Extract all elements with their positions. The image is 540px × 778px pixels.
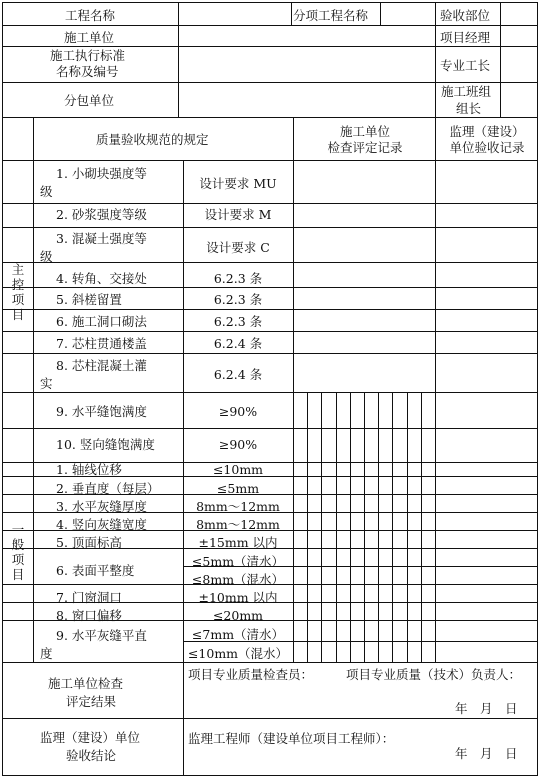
main-item-4-requirement: 6.2.3 条 [213,271,263,286]
main-item-10-label: 10. 竖向缝饱满度 [56,437,155,452]
supervising-engineer-signature-field[interactable]: 监理工程师（建设单位项目工程师）： [188,731,395,746]
main-item-10-requirement: ≥90% [218,437,258,452]
main-item-6-requirement: 6.2.3 条 [213,314,263,329]
grid-rule [500,2,501,118]
main-item-9-label: 9. 水平缝饱满度 [56,404,147,419]
acceptance-part-label: 验收部位 [440,8,491,23]
general-item-3-requirement: 8mm～12mm [196,499,280,514]
grid-rule [350,392,351,663]
main-item-2-label: 2. 砂浆强度等级 [56,207,147,222]
general-item-9-label-cont: 度 [40,646,53,661]
general-item-7-label: 7. 门窗洞口 [56,590,122,605]
standard-label-line1: 施工执行标准 [50,48,126,63]
general-section-label: 一般项目 [11,522,25,582]
general-item-8-requirement: ≤20mm [212,608,264,623]
grid-rule [293,117,294,663]
general-item-6-label: 6. 表面平整度 [56,563,135,578]
grid-rule [33,117,34,663]
grid-rule [2,203,538,204]
general-item-7-requirement: ±10mm 以内 [198,590,278,605]
grid-rule [435,2,436,118]
grid-rule [2,160,538,161]
quality-inspector-signature-field[interactable]: 项目专业质量检查员： [188,667,314,682]
grid-rule [2,46,538,47]
check-column-header-line2: 检查评定记录 [327,140,403,155]
general-item-9-requirement-a: ≤7mm（清水） [191,627,285,642]
general-item-5-label: 5. 顶面标高 [56,535,122,550]
supervision-column-header-line2: 单位验收记录 [449,140,525,155]
grid-rule [392,392,393,663]
main-item-7-requirement: 6.2.4 条 [213,336,263,351]
grid-rule [2,227,538,228]
grid-rule [407,392,408,663]
grid-rule [2,331,538,332]
grid-rule [537,2,538,776]
grid-rule [178,2,179,118]
grid-rule [2,353,538,354]
grid-rule [2,262,538,263]
standard-label-line2: 名称及编号 [56,64,119,79]
main-item-5-requirement: 6.2.3 条 [213,292,263,307]
team-leader-label-line2: 组长 [456,101,482,116]
supervision-conclusion-label-line1: 监理（建设）单位 [40,730,141,745]
main-item-8-label-cont: 实 [40,376,53,391]
project-manager-label: 项目经理 [440,30,491,45]
main-item-2-requirement: 设计要求 M [204,207,272,222]
grid-rule [2,718,538,719]
quality-tech-lead-signature-field[interactable]: 项目专业质量（技术）负责人： [346,667,522,682]
main-item-1-label-cont: 级 [40,184,53,199]
grid-rule [380,2,381,26]
general-item-6-requirement-b: ≤8mm（混水） [191,572,285,587]
construction-date-field[interactable]: 年 月 日 [455,701,518,716]
main-item-3-requirement: 设计要求 C [206,240,270,255]
supervision-conclusion-label-line2: 验收结论 [66,748,117,763]
construction-unit-label: 施工单位 [64,30,115,45]
grid-rule [307,392,308,663]
general-item-4-requirement: 8mm～12mm [196,517,280,532]
grid-rule [2,82,538,83]
main-item-1-label: 1. 小砌块强度等 [56,166,147,181]
main-item-3-label-cont: 级 [40,249,53,264]
main-item-5-label: 5. 斜槎留置 [56,292,122,307]
general-item-4-label: 4. 竖向灰缝宽度 [56,517,147,532]
grid-rule [364,392,365,663]
main-item-7-label: 7. 芯柱贯通楼盖 [56,336,147,351]
grid-rule [2,428,538,429]
grid-rule [2,2,3,776]
main-control-section-label: 主控项目 [11,262,25,322]
general-item-9-requirement-b: ≤10mm（混水） [187,646,289,661]
grid-rule [183,662,184,776]
general-item-6-requirement-a: ≤5mm（清水） [191,554,285,569]
supervision-date-field[interactable]: 年 月 日 [455,746,518,761]
grid-rule [2,117,538,118]
general-item-1-requirement: ≤10mm [212,462,264,477]
grid-rule [321,392,322,663]
general-item-8-label: 8. 窗口偏移 [56,608,122,623]
main-item-4-label: 4. 转角、交接处 [56,271,147,286]
grid-rule [2,287,538,288]
grid-rule [2,392,538,393]
construction-check-label-line2: 评定结果 [66,694,117,709]
grid-rule [421,392,422,663]
grid-rule [2,2,538,3]
general-item-1-label: 1. 轴线位移 [56,462,122,477]
main-item-3-label: 3. 混凝土强度等 [56,231,147,246]
general-item-2-label: 2. 垂直度（每层） [56,481,160,496]
grid-rule [378,392,379,663]
main-item-9-requirement: ≥90% [218,404,258,419]
construction-check-label-line1: 施工单位检查 [48,676,124,691]
grid-rule [2,775,538,776]
grid-rule [435,117,436,663]
grid-rule [336,392,337,663]
general-item-9-label: 9. 水平灰缝平直 [56,628,147,643]
general-item-3-label: 3. 水平灰缝厚度 [56,499,147,514]
general-item-2-requirement: ≤5mm [216,481,260,496]
main-item-8-requirement: 6.2.4 条 [213,367,263,382]
check-column-header-line1: 施工单位 [339,124,390,139]
spec-column-header: 质量验收规范的规定 [96,132,209,147]
main-item-6-label: 6. 施工洞口砌法 [56,314,147,329]
general-item-5-requirement: ±15mm 以内 [198,535,278,550]
grid-rule [2,309,538,310]
foreman-label: 专业工长 [440,58,491,73]
supervision-column-header-line1: 监理（建设） [449,124,525,139]
grid-rule [2,662,538,663]
team-leader-label-line1: 施工班组 [441,84,492,99]
project-name-label: 工程名称 [65,8,116,23]
subcontractor-label: 分包单位 [64,93,115,108]
main-item-1-requirement: 设计要求 MU [199,176,277,191]
main-item-8-label: 8. 芯柱混凝土灌 [56,358,147,373]
sub-project-name-label: 分项工程名称 [293,8,369,23]
grid-rule [291,2,292,26]
grid-rule [2,25,538,26]
